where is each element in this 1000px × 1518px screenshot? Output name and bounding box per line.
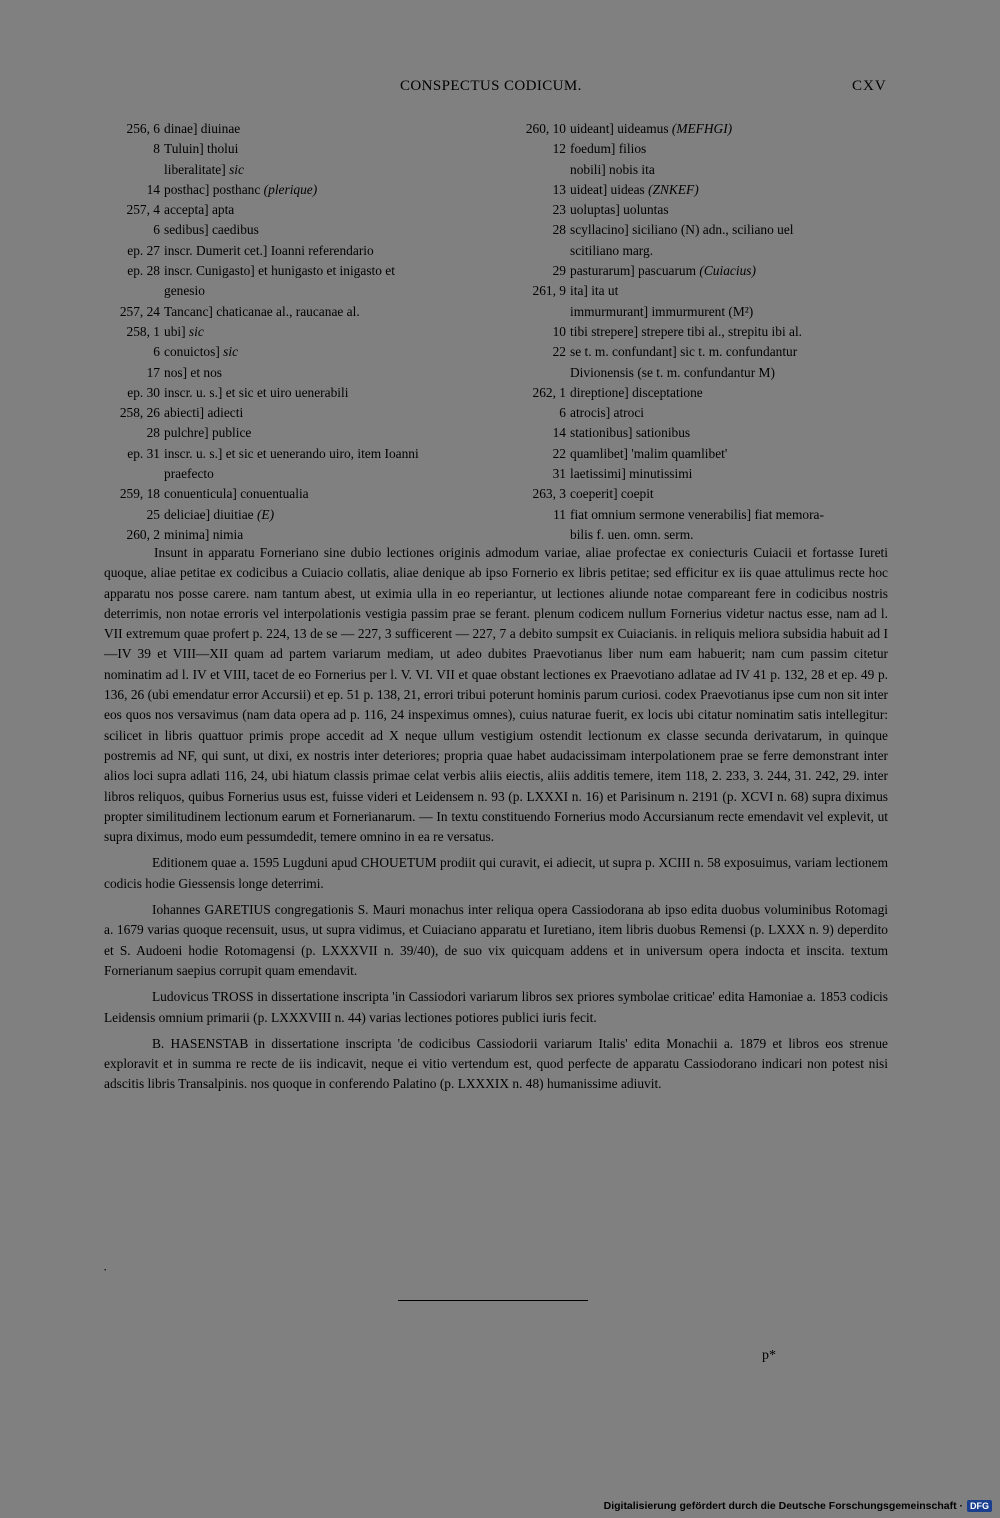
entry-lemma: uoluptas] uoluntas [570,202,669,218]
commentary-paragraph: Iohannes GARETIUS congregationis S. Mauri monachus inter reliqua opera Cassiodorana ab ipso edita duobus voluminibus Rotomagi a. 1679 varias quoque recensuit, usus, ut supra vidimus, et Cuiaciano apparatu et Iuretiano, item libris duobus Remensi (p. LXXX n. 9) deperdito et S. Audoeni hodie Rotomagensi (p. LXXXVII n. 39/40), de suo vix quicquam addens et in universum opera indocta et inscita. textum Fornerianum saepius corrupit quam emendavit. [104,902,888,978]
entry-lemma: bilis f. uen. omn. serm. [570,526,694,542]
apparatus-entry [104,139,492,159]
entry-lemma: quamlibet] 'malim quamlibet' [570,445,728,461]
apparatus-entry [508,160,896,180]
entry-reference: 260, 10 [525,121,566,136]
entry-reference: 263, 3 [532,486,566,502]
entry-lemma: tibi strepere] strepere tibi al., strepitu ibi al. [570,323,803,339]
apparatus-entry [104,302,492,322]
entry-lemma: nobili] nobis ita [570,161,655,177]
entry-reference: ep. 28 [127,263,160,279]
entry-siglum: sic [223,344,239,360]
dfg-logo-icon: DFG [967,1500,992,1512]
commentary-paragraph: Insunt in apparatu Forneriano sine dubio lectiones originis admodum variae, aliae profectae ex coniecturis Cuiacii et fortasse Iureti quoque, aliae petitae ex codicibus a Cuiacio collatis, aliae denique ab ipso Fornerio ex libris petitae; sed efficitur ex iis quae attulimus recte hoc apparatu nos posse carere. nam tantum abest, ut eximia ulla in eo reperiantur, ut lectiones aliunde notae compareant fere in codicibus nostris deterrimis, non notae erroris vel interpolationis vestigia passim prae se ferant. plenum codicem nullum Fornerius videtur nactus esse, nam ad l. VII extremum quae profert p. 224, 13 de se — 227, 3 sufficerent — 227, 7 a debito sumpsit ex Cuiacianis. in reliquis meliora subsidia habuit ad I—IV 39 et VIII—XII quam ad partem variarum mediam, ut adeo dubites Praevotianus liber num eam habuerit; nam cum passim citetur nominatim ad l. IV et VIII, tacet de eo Fornerius per l. V. VI. VII et quae obstant lectiones ex Praevotiano adlatae ad IV 41 p. 132, 28 et ep. 49 p. 136, 26 (ubi emendatur error Accursii) et ep. 51 p. 138, 21, errori tribui poterunt hominis parum curiosi. codex Praevotianus ipse cum non sit inter eos quos nos versavimus (nam data opera ad p. 116, 24 inspeximus omnes), cuius naturae fuerit, ex locis ubi citatur nominatim satis intellegitur: scilicet in libris quattuor primis prope accedit ad X neque ullum vestigium ostendit lectionum ex classe secunda derivatarum, in quinque postremis ad NF, qui sunt, ut dixi, ex nostris inter deteriores; propria quae habet audacissimam interpolationem prae se ferre demonstrant inter alios loci supra adlati 116, 24, ubi hiatum classis primae celat verbis aliis eiectis, aliis additis temere, item 118, 2. 233, 3. 244, 31. 242, 29. inter libros reliquos, quibus Fornerius usus est, fuisse videri et Leidensem n. 93 (p. LXXXI n. 16) et Parisinum n. 2191 (p. XCVI n. 68) supra diximus propter similitudinem lectionum earum et Fornerianarum. — In textu constituendo Fornerius modo Accursianum recte emendavit vel explevit, ut supra diximus, modo eum pessumdedit, temere omnino in ea re versatus. [104,545,888,845]
entry-reference: 259, 18 [119,486,160,502]
apparatus-entry [508,302,896,322]
entry-lemma: sedibus] caedibus [164,222,259,238]
apparatus-entry [508,139,896,159]
entry-lemma: coeperit] coepit [570,486,654,502]
apparatus-entry [508,200,896,220]
apparatus-entry [508,119,896,139]
apparatus-entry [508,464,896,484]
apparatus-entry [508,322,896,342]
entry-reference: 13 [552,181,566,197]
apparatus-entry [104,200,492,220]
apparatus-entry [508,444,896,464]
entry-lemma: ita] ita ut [570,283,619,299]
commentary-paragraph: B. HASENSTAB in dissertatione inscripta 'de codicibus Cassiodorii variarum Italis' edita Monachii a. 1879 et libros eos strenue exploravit et in summa re recte de iis indicavit, neque ei vitio vertendum est, quod perfecte de apparatu Cassiodorano indicari non potest nisi adscitis libris Transalpinis. nos quoque in conferendo Palatino (p. LXXXIX n. 48) humanissime adiuvit. [104,1035,888,1092]
entry-lemma: dinae] diuinae [164,121,241,136]
footer-credit: Digitalisierung gefördert durch die Deutsche Forschungsgemeinschaft · [603,1500,963,1512]
apparatus-entry [104,484,492,504]
entry-reference: 260, 2 [126,526,160,542]
entry-lemma: se t. m. confundant] sic t. m. confundantur [570,344,798,360]
apparatus-entry [104,180,492,200]
apparatus-entry [104,423,492,443]
apparatus-entry [104,464,492,484]
entry-reference: 258, 1 [126,323,160,339]
entry-reference: 25 [146,506,160,522]
entry-reference: 28 [146,425,160,441]
entry-siglum: (ZNKEF) [648,181,699,197]
entry-lemma: atrocis] atroci [570,405,644,421]
entry-siglum: (E) [256,506,275,522]
entry-reference: ep. 30 [127,384,160,400]
entry-lemma: immurmurant] immurmurent (M²) [570,303,754,319]
apparatus-entry [104,322,492,342]
apparatus-entry [104,241,492,261]
entry-lemma: Tancanc] chaticanae al., raucanae al. [164,303,360,319]
entry-lemma: Divionensis (se t. m. confundantur M) [570,364,775,380]
entry-reference: 256, 6 [126,121,160,136]
entry-lemma: pasturarum] pascuarum [570,263,700,279]
apparatus-entry [104,403,492,423]
page-number: CXV [852,78,887,94]
apparatus-entry [104,119,492,139]
apparatus-entry [508,363,896,383]
apparatus-entry [104,220,492,240]
apparatus-entry [508,281,896,301]
entry-reference: 29 [552,263,566,279]
entry-lemma: ubi] [164,323,189,339]
entry-reference: 11 [553,506,566,522]
entry-lemma: scyllacino] siciliano (N) adn., sciliano uel [570,222,794,238]
entry-lemma: Tuluin] tholui [164,141,239,157]
entry-lemma: accepta] apta [164,202,235,218]
apparatus-entry [104,281,492,301]
entry-reference: 6 [153,222,160,238]
apparatus-entry [508,220,896,240]
entry-lemma: scitiliano marg. [570,242,654,258]
entry-lemma: deliciae] diuitiae [164,506,257,522]
entry-reference: 22 [552,445,566,461]
digitization-footer [604,1498,992,1514]
apparatus-right-column [508,119,896,545]
entry-siglum: sic [188,323,204,339]
entry-reference: 23 [552,202,566,218]
apparatus-entry [508,505,896,525]
entry-reference: 8 [153,141,160,157]
entry-reference: 22 [552,344,566,360]
entry-reference: 14 [146,181,160,197]
entry-reference: 12 [552,141,566,157]
entry-lemma: posthac] posthanc [164,181,264,197]
commentary-text [104,543,888,1101]
entry-reference: ep. 31 [127,445,160,461]
apparatus-entry [508,484,896,504]
entry-reference: 17 [146,364,160,380]
apparatus-entry [104,261,492,281]
entry-siglum: sic [229,161,244,177]
entry-lemma: inscr. u. s.] et sic et uenerando uiro, item Ioanni [164,445,419,461]
entry-lemma: inscr. Dumerit cet.] Ioanni referendario [164,242,374,258]
apparatus-entry [104,342,492,362]
entry-reference: 262, 1 [532,384,566,400]
apparatus-entry [104,363,492,383]
signature-mark: p* [762,1348,776,1363]
entry-lemma: praefecto [164,466,214,482]
entry-lemma: abiecti] adiecti [164,405,244,421]
entry-reference: ep. 27 [127,242,160,258]
entry-reference: 6 [153,344,160,360]
apparatus-entry [508,241,896,261]
entry-lemma: direptione] disceptatione [570,384,703,400]
apparatus-entry [104,160,492,180]
entry-lemma: conuenticula] conuentualia [164,486,309,502]
entry-lemma: laetissimi] minutissimi [570,466,693,482]
stray-mark: · [103,1262,108,1277]
apparatus-entry [508,180,896,200]
running-head: CONSPECTUS CODICUM. [400,78,582,94]
entry-reference: 257, 24 [119,303,160,319]
entry-lemma: foedum] filios [570,141,647,157]
entry-lemma: genesio [164,283,205,299]
entry-reference: 31 [552,466,566,482]
entry-lemma: liberalitate] [164,161,230,177]
entry-reference: 257, 4 [126,202,160,218]
apparatus-entry [508,261,896,281]
entry-lemma: stationibus] sationibus [570,425,691,441]
entry-siglum: (MEFHGI) [671,121,733,136]
entry-lemma: pulchre] publice [164,425,252,441]
entry-lemma: minima] nimia [164,526,244,542]
entry-lemma: inscr. Cunigasto] et hunigasto et inigasto et [164,263,395,279]
entry-lemma: nos] et nos [164,364,223,380]
entry-reference: 28 [552,222,566,238]
entry-reference: 258, 26 [119,405,160,421]
entry-reference: 6 [559,405,566,421]
apparatus-entry [508,342,896,362]
apparatus-entry [508,423,896,443]
page-header [0,78,1000,100]
entry-lemma: fiat omnium sermone venerabilis] fiat memora- [570,506,824,522]
entry-lemma: conuictos] [164,344,224,360]
apparatus-entry [508,383,896,403]
entry-reference: 14 [552,425,566,441]
entry-siglum: (plerique) [263,181,318,197]
entry-lemma: uideat] uideas [570,181,649,197]
commentary-paragraph: Ludovicus TROSS in dissertatione inscripta 'in Cassiodori variarum libros sex priores symbolae criticae' edita Hamoniae a. 1853 codicis Leidensis omnium primarii (p. LXXXVIII n. 44) varias lectiones potiores publici iuris fecit. [104,989,888,1025]
closing-rule [398,1300,588,1301]
entry-reference: 10 [552,323,566,339]
entry-siglum: (Cuiacius) [699,263,756,279]
entry-lemma: uideant] uideamus [570,121,672,136]
apparatus-entry [104,383,492,403]
apparatus-left-column [104,119,492,545]
entry-reference: 261, 9 [532,283,566,299]
entry-lemma: inscr. u. s.] et sic et uiro uenerabili [164,384,349,400]
apparatus-entry [508,403,896,423]
commentary-paragraph: Editionem quae a. 1595 Lugduni apud CHOUETUM prodiit qui curavit, ei adiecit, ut supra p. XCIII n. 58 exposuimus, variam lectionem codicis hodie Giessensis longe deterrimi. [104,855,888,891]
apparatus-entry [104,444,492,464]
apparatus-entry [104,505,492,525]
